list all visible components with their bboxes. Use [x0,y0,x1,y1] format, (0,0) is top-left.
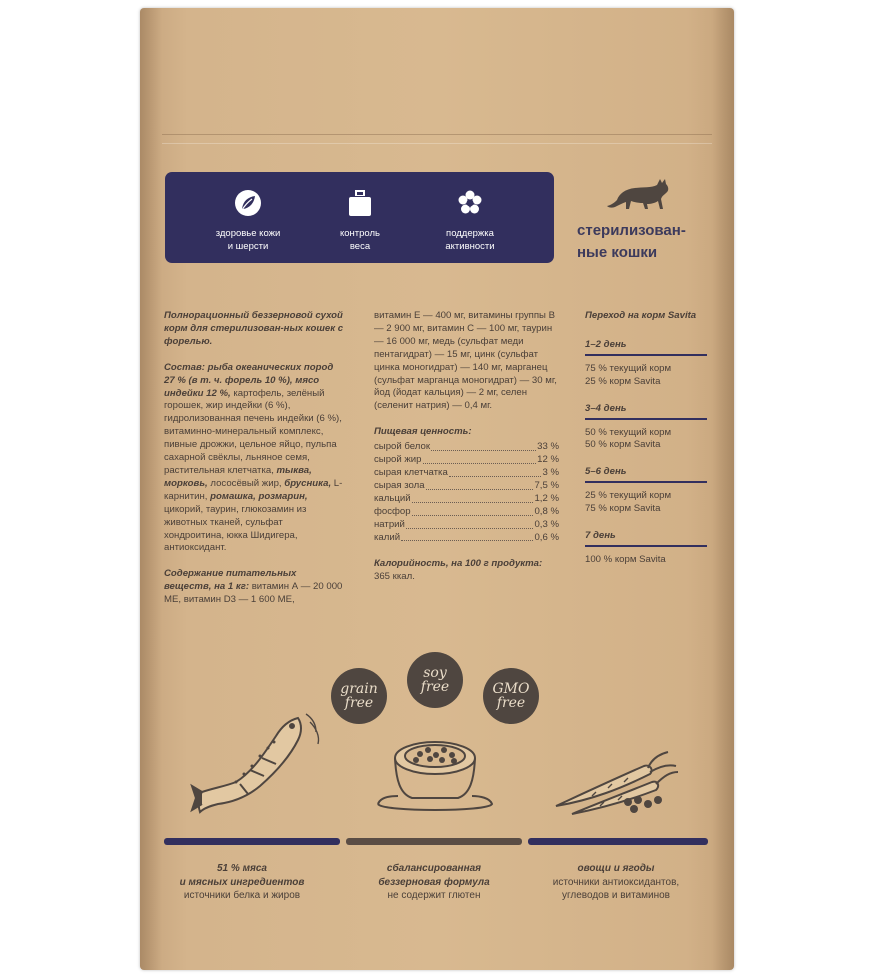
dot-leader [426,480,534,490]
bottom-bar-veg [528,838,708,845]
nutrition-row [374,441,559,454]
nutrition-row [374,467,559,480]
day-line: 100 % корм Savita [585,553,666,565]
transition-title: Переход на корм Savita [585,310,697,321]
composition-text: L-карнитин, [164,477,343,502]
trout-fish-icon [190,712,330,822]
benefit-label: здоровье кожи и шерсти [215,228,281,252]
nutrition-table [374,441,559,544]
soy-free-badge: soy free [407,652,463,708]
transition-day [585,466,715,516]
transition-day [585,403,715,453]
scale-weight-icon [347,189,373,217]
calories-value: 365 ккал. [374,571,415,583]
bottom-bar-formula [346,838,522,845]
feature-subtitle: источники антиоксидантов, углеводов и витаминов [552,876,680,901]
nutrient-name: сырая клетчатка [374,466,448,478]
benefit-skin-coat [193,172,303,263]
dot-leader [449,467,542,477]
benefit-weight-control [305,172,415,263]
nutrient-value: 7,5 % [534,479,559,491]
day-line: 25 % текущий корм [585,490,672,502]
nutrition-row [374,532,559,545]
nutrient-value: 12 % [537,454,559,466]
composition-highlight: тыква, морковь, [164,464,312,489]
nutrients-text: витамин А — 20 000 МЕ, витамин D3 — 1 600 МЕ, [164,581,343,606]
target-label: стерилизован- ные кошки [577,222,686,261]
benefit-label: поддержка активности [445,228,495,252]
feature-vegetables [526,862,706,903]
nutrients-content [164,568,344,607]
feature-title: овощи и ягоды [577,863,655,874]
nutrient-name: фосфор [374,505,411,517]
composition-text: картофель, зелёный горошек, жир индейки (6 %), гидролизованная печень индейки (6 %), витаминно-минеральный комплекс, пивные дрожжи, цельное яйцо, пульпа сахарной свёклы, льняное семя, растительная клетчатка, [164,387,342,476]
zip-seal [162,134,712,144]
text-column-nutrition [374,310,559,584]
day-heading: 3–4 день [585,403,707,420]
benefit-label: контроль веса [340,228,380,252]
transition-day [585,530,715,567]
text-column-transition [585,310,715,581]
bag-fold-right [712,8,734,970]
feature-subtitle: не содержит глютен [387,890,481,901]
composition-lead: Состав: рыба океанических пород 27 % (в т. ч. форель 10 %), мясо индейки 12 %, [164,361,334,399]
composition [164,362,344,556]
day-line: 75 % текущий корм [585,362,672,374]
nutrition-row [374,519,559,532]
dot-leader [431,441,536,451]
nutrient-name: калий [374,531,401,543]
nutrient-name: кальций [374,492,411,504]
day-heading: 1–2 день [585,339,707,356]
dot-leader [423,454,537,464]
nutrient-name: сырая зола [374,479,425,491]
transition-day [585,339,715,389]
composition-highlight: брусника, [284,477,332,489]
nutrient-value: 0,6 % [534,531,559,543]
dot-leader [412,506,534,516]
nutrients-lead: Содержание питательных веществ, на 1 кг: [164,568,297,593]
product-intro: Полнорационный беззерновой сухой корм для стерилизован-ных кошек с форелью. [164,310,344,347]
transition-days [585,339,715,567]
nutrients-continued: витамин Е — 400 мг, витамины группы В — 2 900 мг, витамин С — 100 мг, таурин — 16 000 мг, медь (сульфат меди пентагидрат) — 15 мг, цинк (сульфат цинка моногидрат) — 140 мг, марганец (сульфат марганца моногидрат) — 30 мг, йод (йодат кальция) — 2 мг, селен (селенит натрия) — 0,4 мг. [374,310,557,412]
calories-lead: Калорийность, на 100 г продукта: [374,558,543,570]
benefits-panel [165,172,554,263]
dot-leader [406,519,534,529]
flower-icon [456,189,484,217]
feature-formula [344,862,524,903]
nutrient-name: сырой белок [374,441,431,453]
leaf-icon [234,189,262,217]
benefit-activity [415,172,525,263]
feature-meat [152,862,332,903]
composition-highlight: ромашка, розмарин, [210,490,308,502]
day-line: 75 % корм Savita [585,503,661,515]
bag-fold-left [140,8,162,970]
carrot-berries-icon [552,748,680,818]
nutrient-name: сырой жир [374,454,422,466]
nutrient-value: 3 % [542,466,559,478]
bottom-bar-meat [164,838,340,845]
day-line: 25 % корм Savita [585,375,661,387]
day-line: 50 % текущий корм [585,426,672,438]
nutrient-value: 0,3 % [534,518,559,530]
feature-subtitle: источники белка и жиров [183,890,301,901]
grain-free-badge: grain free [331,668,387,724]
day-line: 50 % корм Savita [585,439,661,451]
gmo-free-badge: GMO free [483,668,539,724]
nutrient-value: 1,2 % [534,492,559,504]
dot-leader [412,493,534,503]
text-column-composition [164,310,344,620]
calories [374,558,559,584]
day-heading: 5–6 день [585,466,707,483]
dot-leader [401,532,533,542]
nutrient-value: 0,8 % [534,505,559,517]
composition-text: цикорий, таурин, глюкозамин из животных тканей, сульфат хондроитина, юкка Шидигера, антиоксидант. [164,503,307,554]
composition-text: лососёвый жир, [207,477,285,489]
food-bowl-icon [372,728,498,818]
nutrition-row [374,454,559,467]
nutrition-row [374,480,559,493]
day-heading: 7 день [585,530,707,547]
feature-title: сбалансированная беззерновая формула [378,863,490,888]
nutrient-value: 33 % [537,441,559,453]
feature-title: 51 % мяса и мясных ингредиентов [179,863,305,888]
nutrient-name: натрий [374,518,405,530]
cat-icon [605,176,673,212]
nutrition-row [374,506,559,519]
nutrition-title: Пищевая ценность: [374,426,472,438]
nutrition-row [374,493,559,506]
